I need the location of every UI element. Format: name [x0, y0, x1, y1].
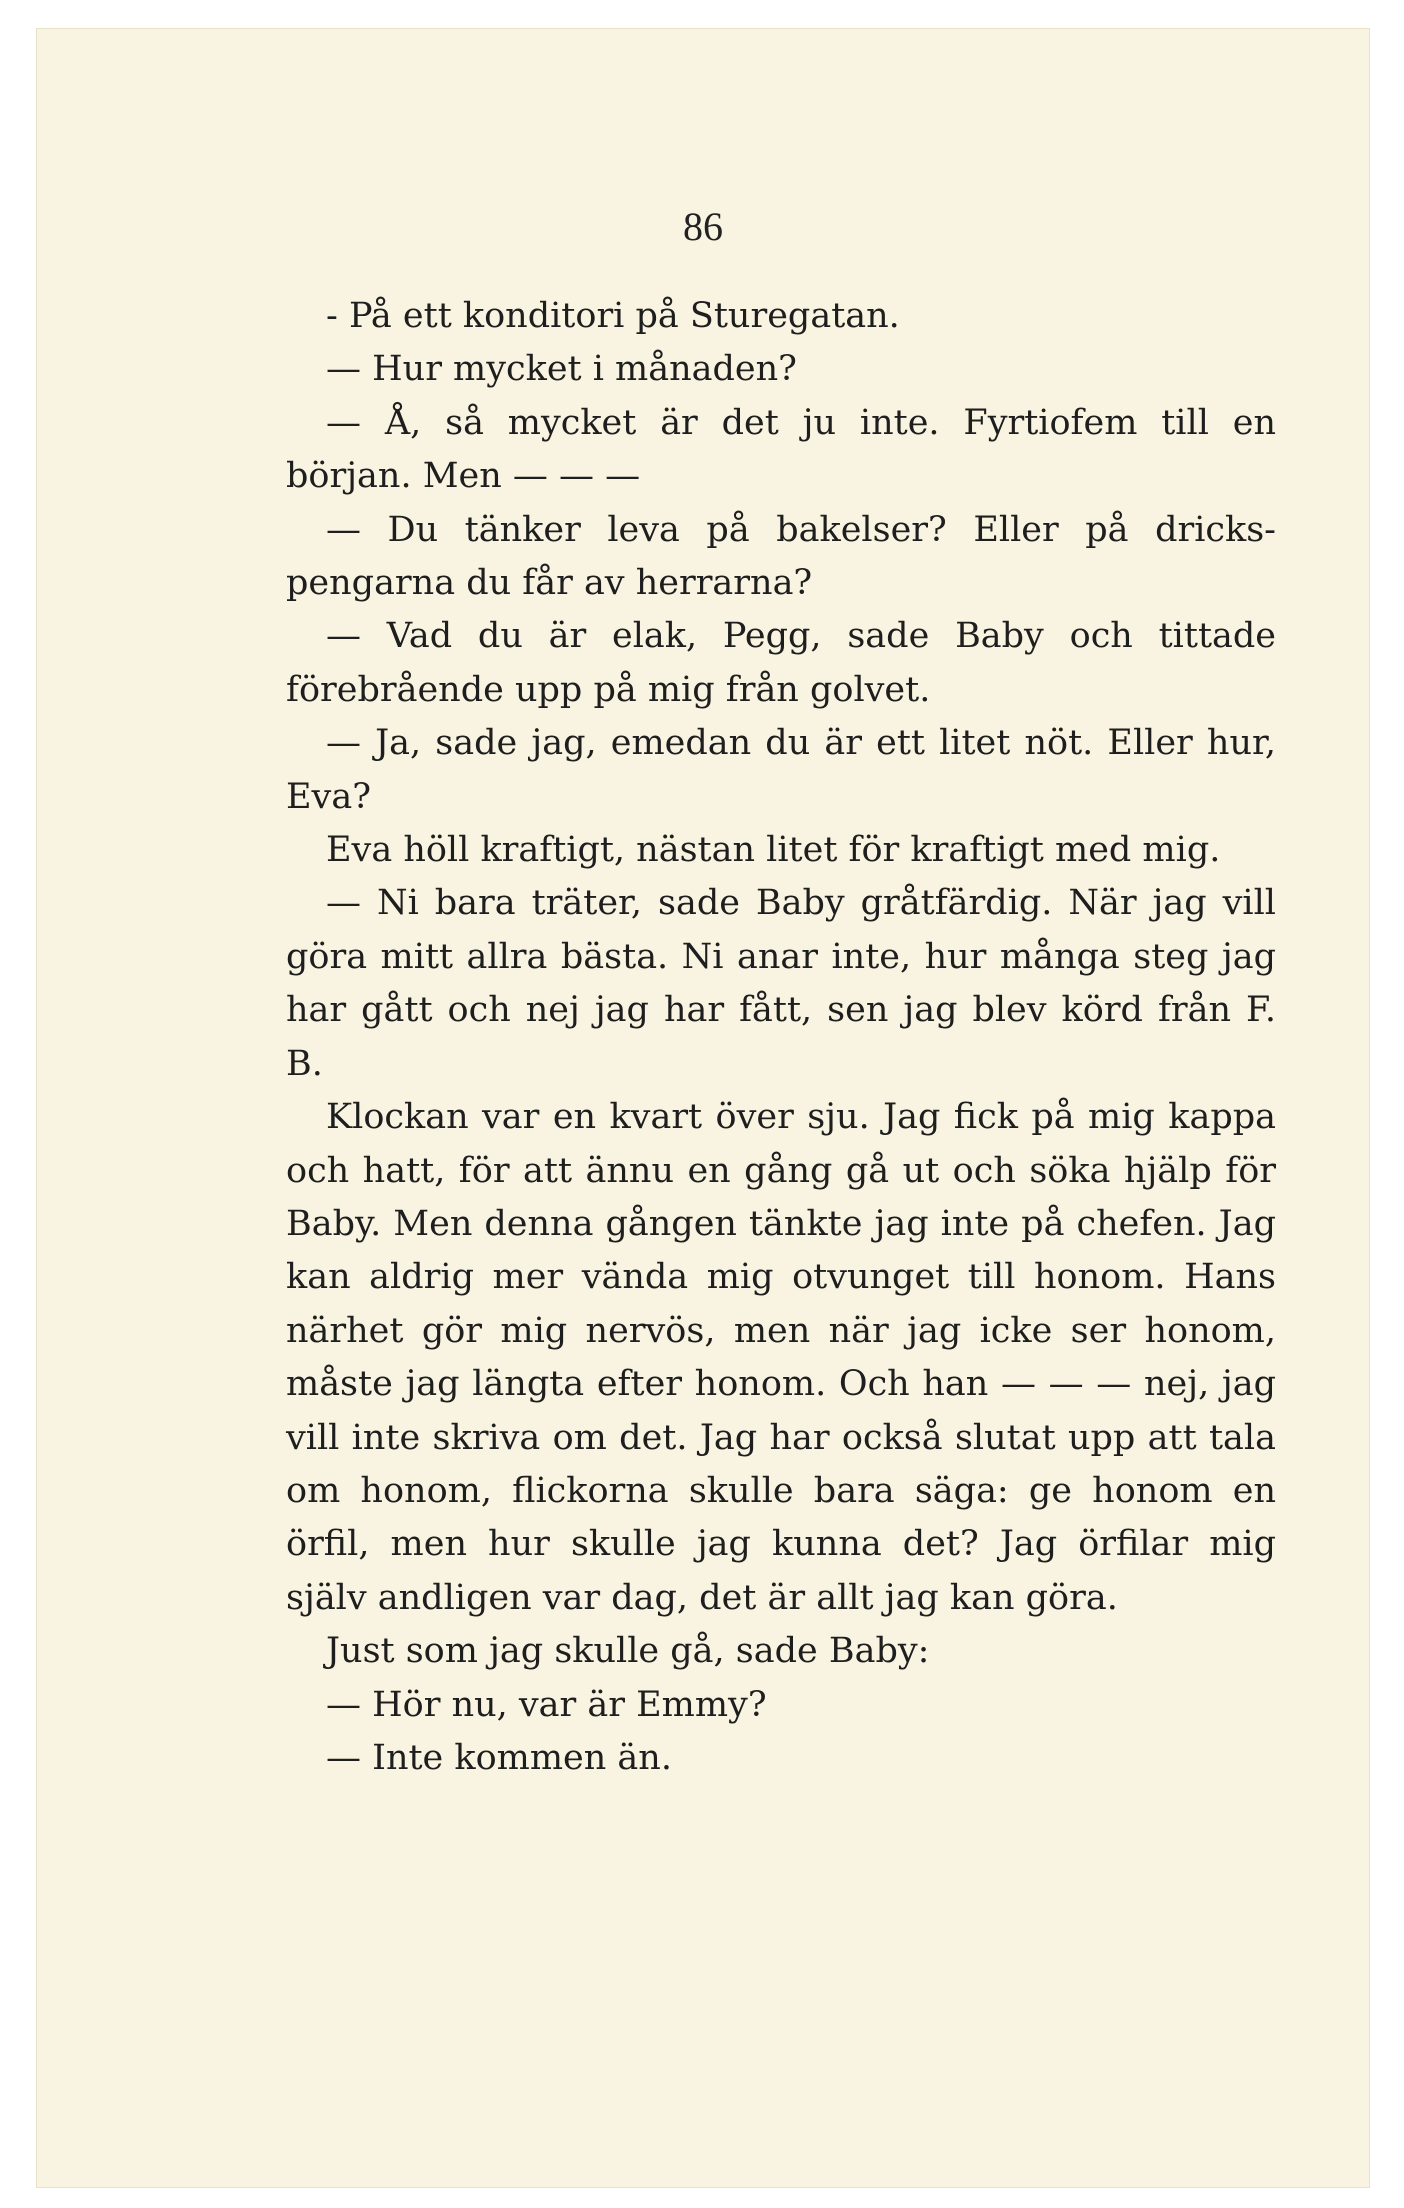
- page-number: 86: [683, 204, 723, 249]
- paragraph: Klockan var en kvart över sju. Jag fick på mig kappa och hatt, för att ännu en gång gå ut och söka hjälp för Baby. Men denna gången tänkte jag inte på chefen. Jag kan aldrig mer vända mig otvunget till honom. Hans närhet gör mig nervös, men när jag icke ser honom, måste jag längta efter honom. Och han — — — nej, jag vill inte skriva om det. Jag har också slutat upp att tala om honom, flickorna skulle bara säga: ge honom en örfil, men hur skulle jag kunna det? Jag örfilar mig själv andligen var dag, det är allt jag kan göra.: [286, 1097, 1276, 1618]
- paragraph: — Ni bara träter, sade Baby gråtfärdig. När jag vill göra mitt allra bästa. Ni anar inte, hur många steg jag har gått och nej jag har fått, sen jag blev körd från F. B.: [286, 883, 1276, 1084]
- paragraph: — Hör nu, var är Emmy?: [326, 1684, 767, 1725]
- paragraph: - På ett konditori på Sturegatan.: [326, 296, 900, 336]
- paragraph: — Å, så mycket är det ju inte. Fyrtiofem till en början. Men — — —: [286, 402, 1276, 497]
- paragraph: — Inte kommen än.: [326, 1737, 672, 1778]
- paragraph: — Ja, sade jag, emedan du är ett litet nöt. Eller hur, Eva?: [286, 723, 1276, 817]
- book-page: [36, 28, 1370, 2188]
- body-text: [286, 290, 1276, 1785]
- paragraph: — Vad du är elak, Pegg, sade Baby och tittade förebrående upp på mig från golvet.: [286, 616, 1276, 710]
- paragraph: — Hur mycket i månaden?: [326, 349, 797, 390]
- paragraph: Eva höll kraftigt, nästan litet för kraftigt med mig.: [326, 830, 1221, 871]
- paragraph: — Du tänker leva på bakelser? Eller på dricks- pengarna du får av herrarna?: [286, 509, 1276, 604]
- paragraph: Just som jag skulle gå, sade Baby:: [326, 1631, 930, 1672]
